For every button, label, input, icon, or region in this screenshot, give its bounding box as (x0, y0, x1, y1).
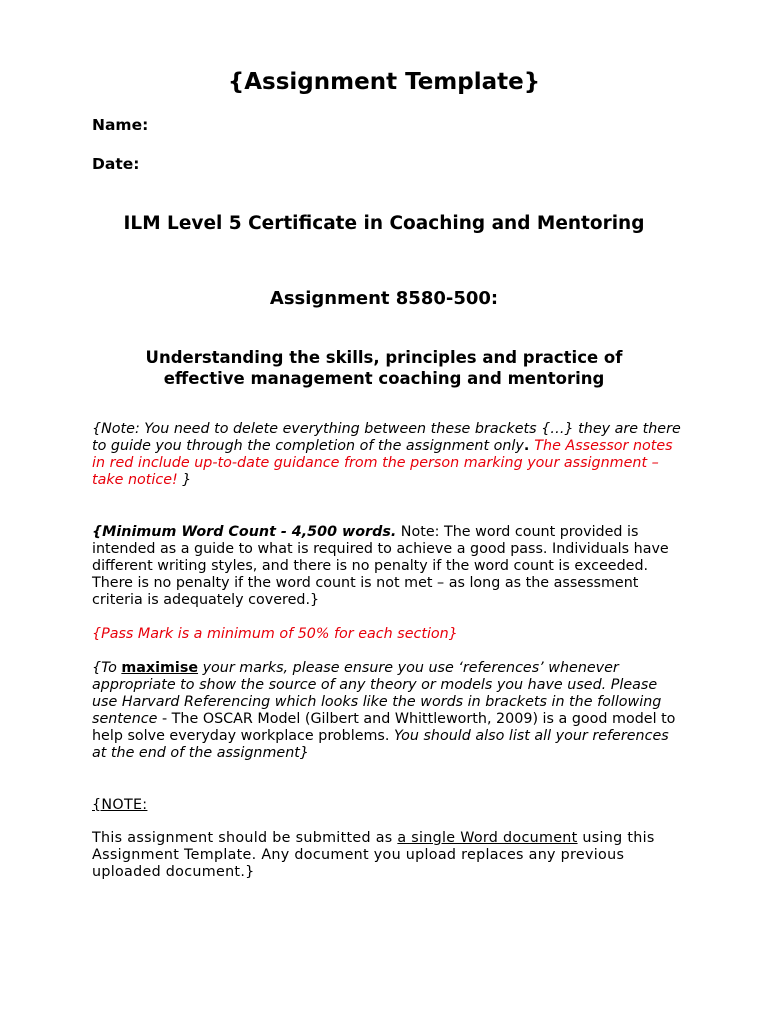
document-title: {Assignment Template} (227, 69, 541, 95)
word-count-paragraph (92, 524, 682, 609)
subtitle-line-2: effective management coaching and mentoring (163, 369, 605, 388)
references-open: {To (92, 660, 122, 676)
references-example-end: ) is a good model to help solve everyday workplace problems. (92, 711, 676, 744)
assessor-note-red: The Assessor notes in red include up-to-date guidance from the person marking your assignment – take notice! (92, 438, 673, 488)
course-title: ILM Level 5 Certificate in Coaching and Mentoring (123, 213, 645, 234)
references-example-start: - The OSCAR Model ( (157, 711, 311, 727)
submission-paragraph (92, 830, 682, 881)
pass-mark-note: {Pass Mark is a minimum of 50% for each section} (92, 626, 458, 642)
word-count-body: Note: The word count provided is intended as a guide to what is required to achieve a good pass. Individuals have different writing styles, and there is no penalty if the word count is exceeded. There is no penalty if the word count is not met – as long as the assessment criteria is adequately covered.} (92, 524, 669, 608)
guidance-note-text: {Note: You need to delete everything between these brackets {…} they are there to guide you through the completion of the assignment only (92, 421, 681, 454)
subtitle-line-1: Understanding the skills, principles and practice of (145, 348, 623, 367)
submission-text-start: This assignment should be submitted as (92, 830, 398, 846)
name-label: Name: (92, 116, 149, 134)
assignment-title: Assignment 8580-500: (269, 288, 499, 309)
references-example-citation: Gilbert and Whittleworth, 2009 (310, 711, 533, 727)
date-label: Date: (92, 155, 140, 173)
references-paragraph (92, 660, 682, 762)
submission-text-end: using this Assignment Template. Any document you upload replaces any previous uploaded document.} (92, 830, 655, 880)
references-maximise: maximise (121, 660, 199, 676)
references-instructions: your marks, please ensure you use ‘references’ whenever appropriate to show the source of any theory or models you have used. Please use Harvard Referencing which looks like the words in brackets in the following sentence (92, 660, 662, 727)
guidance-note-close: } (177, 472, 192, 488)
submission-single-word-doc: a single Word document (397, 830, 578, 846)
references-list-note: You should also list all your references at the end of the assignment} (92, 728, 669, 761)
assignment-subtitle (0, 347, 768, 389)
guidance-note-paragraph (92, 421, 682, 489)
word-count-heading: {Minimum Word Count - 4,500 words. (92, 524, 397, 540)
guidance-note-period: . (523, 438, 535, 454)
note-label: {NOTE: (92, 797, 148, 813)
